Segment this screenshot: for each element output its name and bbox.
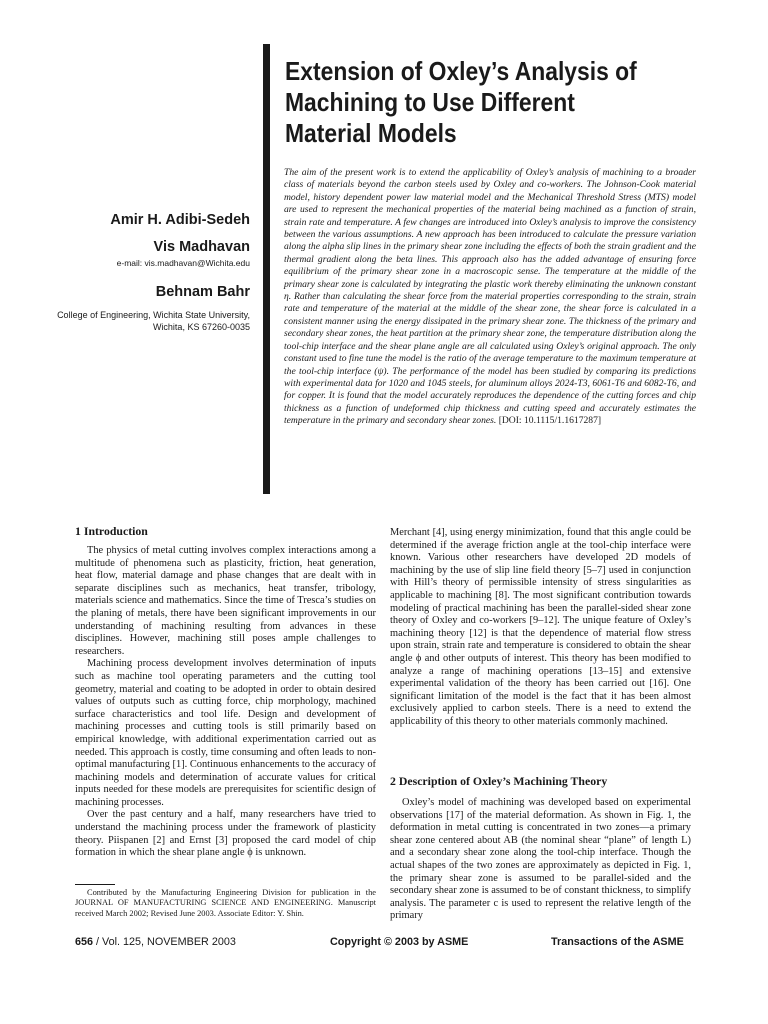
section-heading-description: 2 Description of Oxley’s Machining Theory [390, 774, 608, 788]
author-affiliation: College of Engineering, Wichita State University, Wichita, KS 67260-0035 [57, 310, 250, 332]
right-column [390, 527, 691, 729]
section-heading-introduction: 1 Introduction [75, 524, 148, 538]
page-number: 656 [75, 936, 94, 948]
author-name: Behnam Bahr [155, 284, 250, 300]
footer-copyright: Copyright © 2003 by ASME [330, 936, 469, 948]
footer-journal: Transactions of the ASME [551, 936, 684, 948]
author-name: Amir H. Adibi-Sedeh [110, 212, 250, 228]
paragraph: Oxley’s model of machining was developed based on experimental observations [17] of the material deformation. As shown in Fig. 1, the deformation in metal cutting is concentrated in two zones—a primary shear zone centered about AB (the nominal shear “plane” of length L) and a secondary shear zone along the tool-chip interface. Though the actual shapes of the two zones are approximately as depicted in Fig. 1, the primary shear zone is assumed to be parallel-sided and the secondary shear zone is assumed to be of constant thickness, to simplify analysis. The parameter c is used to represent the relative length of the primary [390, 797, 691, 922]
paragraph: Over the past century and a half, many researchers have tried to understand the machining process under the framework of plasticity theory. Piispanen [2] and Ernst [3] proposed the card model of chip formation in which the shear plane angle ϕ is unknown. [75, 809, 376, 859]
paragraph: Machining process development involves determination of inputs such as machine tool operating parameters and the cutting tool geometry, material and coating to be adopted in order to obtain desired values of outputs such as cutting force, chip morphology, machined surface characteristics and tool life. Design and development of machining processes and cutting tools is still primarily based on empirical knowledge, with additional experimentation carried out as needed. This approach is costly, time consuming and often leads to non-optimal manufacturing [1]. Continuous enhancements to the accuracy of machining models and determination of accurate values for critical inputs needed for these models are prerequisites for scientific design of machining processes. [75, 658, 376, 808]
author-email[interactable]: e-mail: vis.madhavan@Wichita.edu [116, 258, 250, 268]
paper-title: Extension of Oxley’s Analysis of Machining to Use Different Material Models [285, 56, 637, 148]
doi-link[interactable]: [DOI: 10.1115/1.1617287] [498, 415, 602, 427]
right-column-continued [390, 797, 691, 923]
issue-info: / Vol. 125, NOVEMBER 2003 [96, 936, 236, 948]
abstract-text: The aim of the present work is to extend the applicability of Oxley’s analysis of machining to a broader class of materials beyond the carbon steels used by Oxley and co-workers. The Johnson-Cook material model, history dependent power law material model and the Mechanical Threshold Stress (MTS) model are used to represent the mechanical properties of the material being machined as a function of strain, strain rate and temperature. A few changes are introduced into Oxley’s analysis to improve the consistency between the various assumptions. A new approach has been introduced to calculate the pressure variation along the alpha slip lines in the primary shear zone including the effects of both the strain gradient and the thermal gradient along the beta lines. This approach also has the added advantage of ensuring force equilibrium of the primary shear zone in a macroscopic sense. The temperature at the middle of the primary shear zone is calculated by integrating the plastic work thereby eliminating the unknown constant η. Rather than calculating the shear force from the material properties corresponding to the strain, strain rate and temperature of the material at the middle of the shear zone, the shear force is calculated in a consistent manner using the energy dissipated in the primary shear zone. The thickness of the primary and secondary shear zones, the heat partition at the primary shear zone, the temperature distribution along the tool-chip interface and the shear plane angle are all calculated using Oxley’s original approach. The only constant used to fine tune the model is the ratio of the average temperature to the maximum temperature at the tool-chip interface (ψ). The performance of the model has been studied by comparing its predictions with experimental data for 1020 and 1045 steels, for aluminum alloys 2024-T3, 6061-T6 and 6082-T6, and for copper. It is found that the model accurately reproduces the dependence of the cutting forces and chip thickness as a function of undeformed chip thickness and cutting speed and accurately estimates the temperature in the primary and secondary shear zones. [284, 167, 696, 427]
title-accent-bar [263, 44, 270, 494]
footnote-divider [75, 884, 115, 885]
abstract [284, 167, 696, 428]
footnote: Contributed by the Manufacturing Engineering Division for publication in the JOURNAL OF MANUFACTURING SCIENCE AND ENGINEERING. Manuscript received March 2002; Revised June 2003. Associate Editor: Y. Shin. [75, 888, 376, 918]
footer-page-info [75, 936, 236, 948]
paragraph: The physics of metal cutting involves complex interactions among a multitude of phenomena such as plasticity, friction, heat generation, heat flow, material damage and phase changes that are dealt with in separate disciplines such as mechanics, heat transfer, tribology, materials science and mathematics. Since the time of Tresca’s studies on the planing of metals, there have been significant improvements in our understanding of machining resulting from advances in these disciplines. However, machining still poses ample challenges to researchers. [75, 545, 376, 657]
left-column [75, 545, 376, 860]
author-name: Vis Madhavan [153, 239, 250, 255]
author-block [40, 211, 250, 333]
paragraph: Merchant [4], using energy minimization, found that this angle could be determined if the average friction angle at the tool-chip interface were known. Various other researchers have developed 2D models of machining by the use of slip line field theory [5–7] used in conjunction with Hill’s theory of permissible intensity of stress singularities as applicable to machining [8]. The most significant contribution towards modeling of practical machining has been the parallel-sided shear zone theory of Oxley and co-workers [9–12]. The unique feature of Oxley’s machining theory [12] is that the dependence of material flow stress upon strain, strain rate and temperature is considered to obtain the shear angle ϕ and other outputs of interest. This theory has been modified to analyze a range of machining operations [13–15] and extensive experimental validation of the theory has been carried out [16]. One significant limitation of the model is the fact that it has been almost exclusively applied to carbon steels. There is a need to extend the applicability of this theory to other materials commonly machined. [390, 527, 691, 727]
